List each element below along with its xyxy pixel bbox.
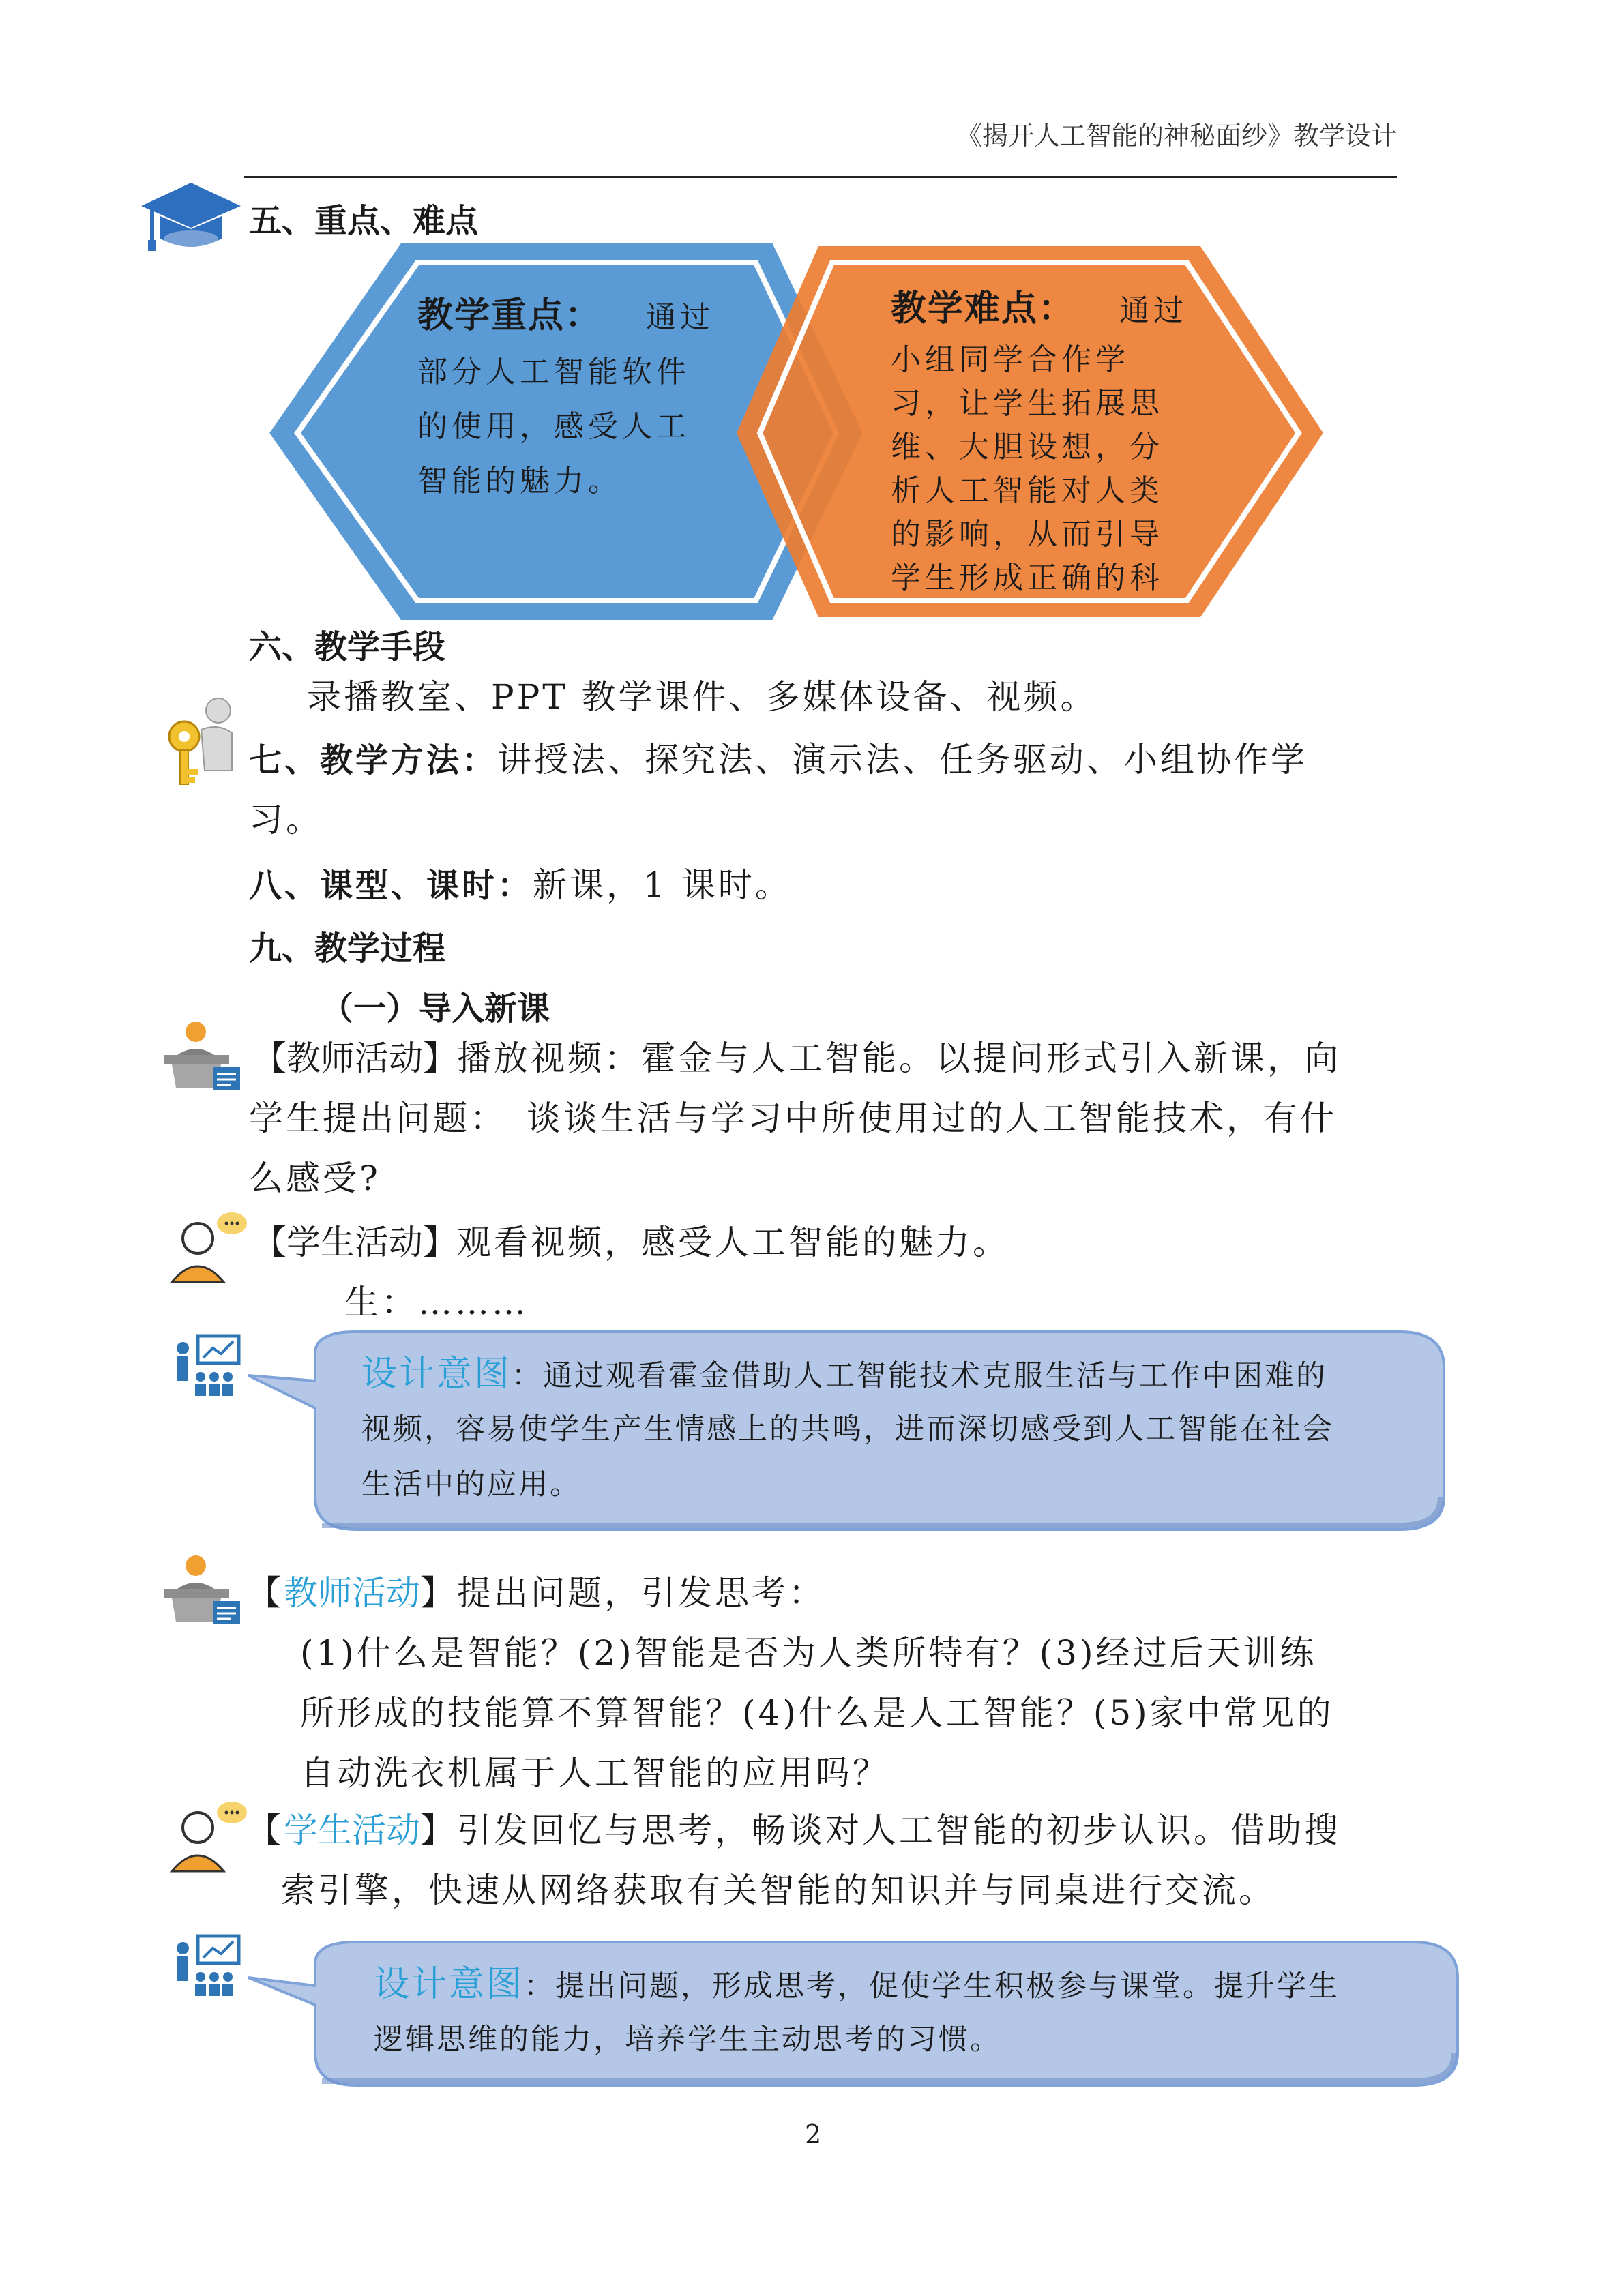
design-intent-text: ：提出问题，形成思考，促使学生积极参与课堂。提升学生 xyxy=(524,1969,1340,2003)
student-activity-label: 学生活动 xyxy=(284,1810,420,1850)
difficulty-block xyxy=(891,280,1211,600)
student-answer: 生：……… xyxy=(344,1283,529,1322)
person-with-key-icon xyxy=(164,696,239,791)
key-point-line: 通过 xyxy=(646,300,715,335)
section8-heading: 八、课型、课时： xyxy=(249,867,533,905)
section9-subheading: （一）导入新课 xyxy=(321,989,550,1028)
section7-body: 讲授法、探究法、演示法、任务驱动、小组协作学 xyxy=(497,740,1308,779)
student-activity-2-line1 xyxy=(247,1800,1341,1860)
design-intent-2-line2: 逻辑思维的能力，培养学生主动思考的习惯。 xyxy=(374,2023,1001,2057)
key-point-line: 的使用，感受人工 xyxy=(417,409,690,444)
teacher-activity-1-line1 xyxy=(252,1028,1341,1088)
student-activity-text: 观看视频，感受人工智能的魅力。 xyxy=(457,1223,1009,1262)
key-point-label: 教学重点： xyxy=(417,295,602,336)
document-header-title: 《揭开人工智能的神秘面纱》教学设计 xyxy=(956,121,1397,151)
design-intent-1-line1 xyxy=(361,1347,1327,1403)
section7-line1 xyxy=(249,730,1308,790)
difficulty-line: 小组同学合作学 xyxy=(891,342,1130,377)
bracket-open: 【 xyxy=(247,1573,284,1613)
bracket-open: 【 xyxy=(247,1810,284,1850)
difficulty-line: 维、大胆设想，分 xyxy=(891,430,1164,464)
teacher-activity-1-line3: 么感受? xyxy=(249,1159,381,1198)
student-activity-label: 【学生活动】 xyxy=(252,1223,457,1262)
difficulty-line: 习，让学生拓展思 xyxy=(891,386,1164,421)
presentation-audience-icon xyxy=(171,1333,252,1401)
teacher-activity-label: 【教师活动】 xyxy=(252,1039,457,1078)
student-speech-icon xyxy=(169,1800,251,1875)
design-intent-label: 设计意图 xyxy=(374,1964,525,2005)
student-speech-icon xyxy=(169,1211,251,1286)
bracket-close: 】 xyxy=(420,1810,457,1850)
teacher-podium-icon xyxy=(158,1019,247,1094)
section8-body: 新课，1 课时。 xyxy=(533,865,792,905)
teacher-podium-icon xyxy=(158,1553,247,1628)
design-intent-text: ：通过观看霍金借助人工智能技术克服生活与工作中困难的 xyxy=(512,1359,1328,1393)
student-activity-1 xyxy=(252,1212,1009,1272)
section9-heading: 九、教学过程 xyxy=(249,929,446,968)
teacher-activity-label: 教师活动 xyxy=(284,1573,420,1613)
section6-body: 录播教室、PPT 教学课件、多媒体设备、视频。 xyxy=(307,677,1097,717)
difficulty-line: 通过 xyxy=(1119,293,1188,328)
section5-heading: 五、重点、难点 xyxy=(249,202,479,240)
design-intent-2-line1 xyxy=(374,1957,1340,2014)
question-line3: 自动洗衣机属于人工智能的应用吗？ xyxy=(300,1753,889,1793)
design-intent-1-line2: 视频，容易使学生产生情感上的共鸣，进而深切感受到人工智能在社会 xyxy=(361,1412,1334,1446)
student-activity-2-line2: 索引擎，快速从网络获取有关智能的知识并与同桌进行交流。 xyxy=(281,1870,1275,1910)
question-line2: 所形成的技能算不算智能？(4)什么是人工智能？(5)家中常见的 xyxy=(300,1693,1334,1733)
teacher-activity-text: 提出问题，引发思考： xyxy=(457,1573,825,1613)
difficulty-line: 的影响，从而引导 xyxy=(891,517,1164,552)
key-point-block xyxy=(417,286,738,509)
teacher-activity-text: 播放视频：霍金与人工智能。以提问形式引入新课，向 xyxy=(457,1039,1341,1078)
section7-line2: 习。 xyxy=(249,800,323,839)
teacher-activity-2-line1 xyxy=(247,1563,825,1623)
section7-heading: 七、教学方法： xyxy=(249,741,498,779)
teacher-activity-1-line2: 学生提出问题： 谈谈生活与学习中所使用过的人工智能技术，有什 xyxy=(249,1099,1337,1138)
design-intent-1-line3: 生活中的应用。 xyxy=(361,1467,581,1502)
section6-heading: 六、教学手段 xyxy=(249,628,446,666)
page-number: 2 xyxy=(805,2119,822,2149)
graduation-cap-icon xyxy=(140,179,242,254)
difficulty-line: 析人工智能对人类 xyxy=(891,473,1164,508)
difficulty-label: 教学难点： xyxy=(891,288,1076,329)
presentation-audience-icon xyxy=(171,1933,252,2001)
header-divider xyxy=(244,176,1397,178)
bracket-close: 】 xyxy=(420,1573,457,1613)
key-point-line: 部分人工智能软件 xyxy=(417,355,690,389)
student-activity-text: 引发回忆与思考，畅谈对人工智能的初步认识。借助搜 xyxy=(457,1810,1341,1850)
section8-line xyxy=(249,855,792,916)
difficulty-line: 学生形成正确的科 xyxy=(891,561,1164,595)
key-point-line: 智能的魅力。 xyxy=(417,464,622,498)
design-intent-label: 设计意图 xyxy=(361,1354,512,1395)
question-line1: (1)什么是智能？(2)智能是否为人类所特有？(3)经过后天训练 xyxy=(300,1633,1317,1673)
